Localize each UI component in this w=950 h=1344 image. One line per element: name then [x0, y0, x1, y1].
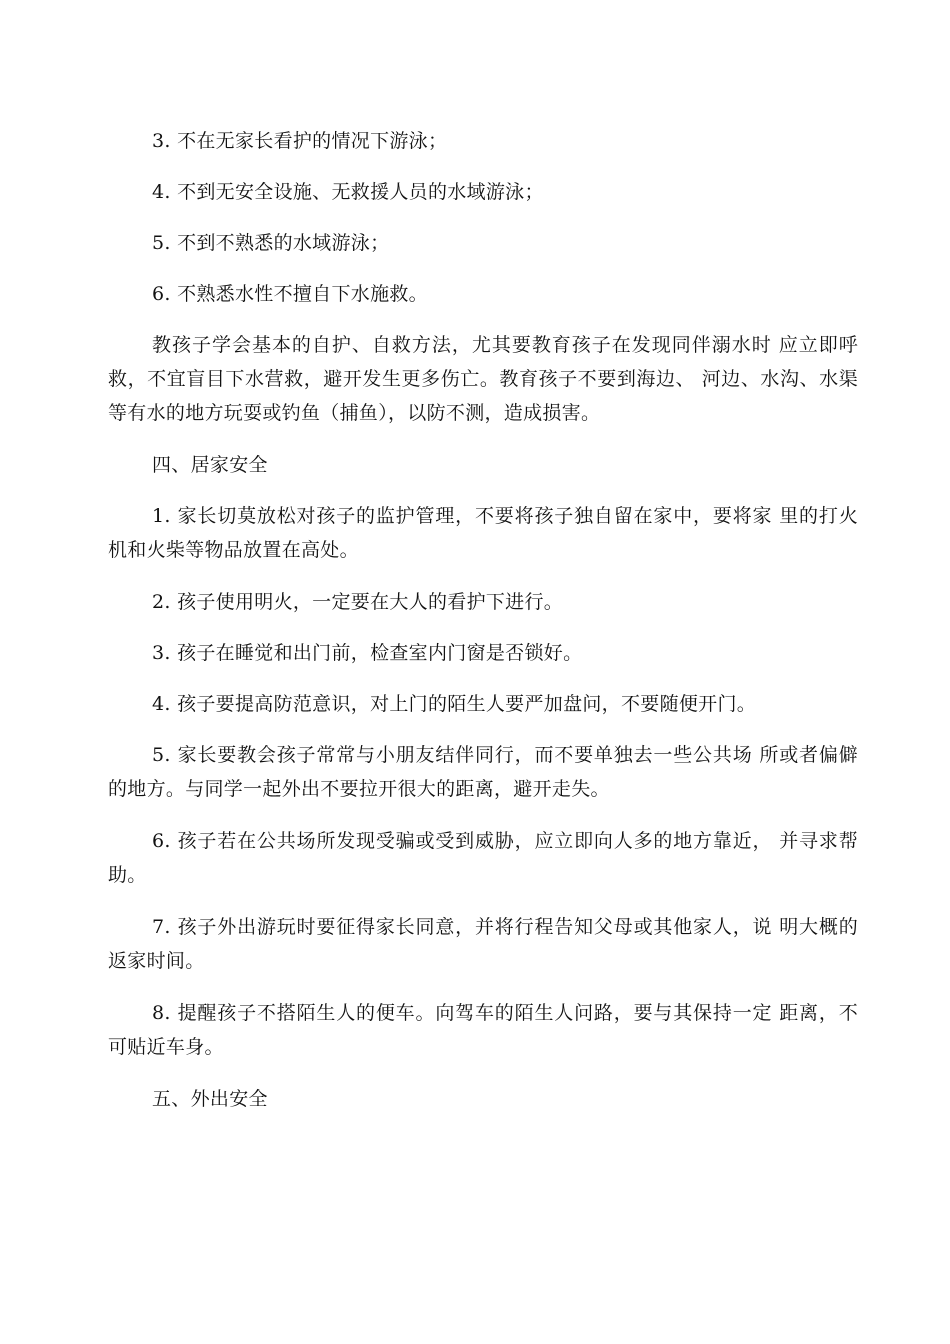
list-item-home-6: 6. 孩子若在公共场所发现受骗或受到威胁，应立即向人多的地方靠近， 并寻求帮助。 [108, 830, 858, 886]
list-item-swim-4: 4. 不到无安全设施、无救援人员的水域游泳； [152, 181, 544, 203]
list-item-home-4: 4. 孩子要提高防范意识，对上门的陌生人要严加盘问，不要随便开门。 [152, 693, 757, 715]
list-item-home-8: 8. 提醒孩子不搭陌生人的便车。向驾车的陌生人问路，要与其保持一定 距离，不可贴近车身。 [108, 1002, 858, 1058]
list-item-home-2: 2. 孩子使用明火，一定要在大人的看护下进行。 [152, 591, 564, 613]
section-heading-home-safety: 四、居家安全 [152, 454, 268, 476]
document-body [108, 124, 858, 1133]
list-item-swim-3: 3. 不在无家长看护的情况下游泳； [152, 130, 448, 152]
paragraph-self-rescue: 教孩子学会基本的自护、自救方法，尤其要教育孩子在发现同伴溺水时 应立即呼救，不宜盲目下水营救，避开发生更多伤亡。教育孩子不要到海边、 河边、水沟、水渠等有水的地方玩耍或钓鱼（捕鱼），以防不测，造成损害。 [108, 334, 858, 424]
section-heading-outing-safety: 五、外出安全 [152, 1088, 268, 1110]
list-item-home-1: 1. 家长切莫放松对孩子的监护管理，不要将孩子独自留在家中，要将家 里的打火机和火柴等物品放置在高处。 [108, 505, 858, 561]
list-item-swim-5: 5. 不到不熟悉的水域游泳； [152, 232, 390, 254]
list-item-home-3: 3. 孩子在睡觉和出门前，检查室内门窗是否锁好。 [152, 642, 583, 664]
list-item-home-7: 7. 孩子外出游玩时要征得家长同意，并将行程告知父母或其他家人，说 明大概的返家时间。 [108, 916, 858, 972]
list-item-home-5: 5. 家长要教会孩子常常与小朋友结伴同行，而不要单独去一些公共场 所或者偏僻的地方。与同学一起外出不要拉开很大的距离，避开走失。 [108, 744, 858, 800]
list-item-swim-6: 6. 不熟悉水性不擅自下水施救。 [152, 283, 428, 305]
